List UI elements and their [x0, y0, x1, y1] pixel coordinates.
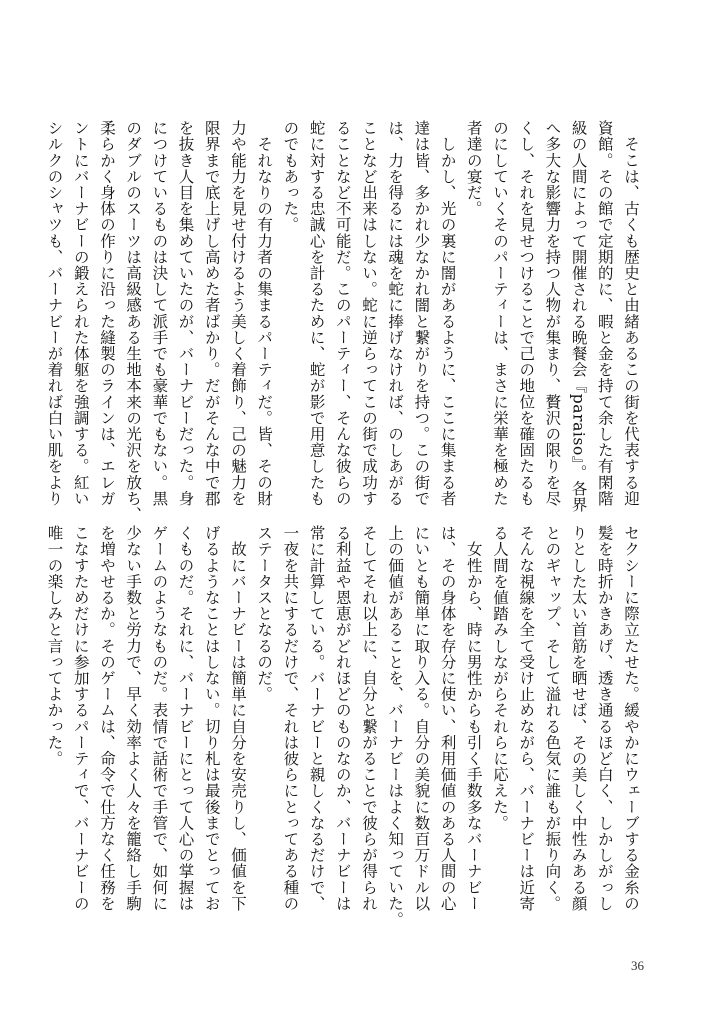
text-column: のでもあった。 — [281, 120, 300, 233]
text-column: 資館。その館で定期的に、暇と金を持て余した有閑階 — [595, 120, 614, 507]
text-column: 蛇に対する忠誠心を計るために、蛇が影で用意したも — [307, 120, 326, 507]
text-column: を抜き人目を集めていたのが、バーナビーだった。身 — [176, 120, 195, 507]
text-column: は、その身体を存分に使い、利用価値のある人間の心 — [438, 525, 457, 912]
text-column: 柔らかく身体の作りに沿った縫製のラインは、エレガ — [97, 120, 116, 507]
page-number: 36 — [631, 958, 644, 973]
text-column: 少ない手数と労力で、早く効率よく人々を籠絡し手駒 — [124, 525, 143, 912]
text-column: 力や能力を見せ付けるよう美しく着飾り、己の魅力を — [228, 120, 247, 507]
text-column: とのギャップ、そして溢れる色気に誰もが振り向く。 — [543, 525, 562, 912]
text-column: 一夜を共にするだけで、それは彼らにとってある種の — [281, 525, 300, 912]
text-column: へ多大な影響力を持つ人物が集まり、贅沢の限りを尽 — [543, 120, 562, 507]
text-column: 常に計算している。バーナビーと親しくなるだけで、 — [307, 525, 326, 912]
text-column: のダブルのスーツは高級感ある生地本来の光沢を放ち、 — [124, 120, 143, 523]
text-column: ることなど不可能だ。このパーティー、そんな彼らの — [333, 120, 352, 507]
text-column: 級の人間によって開催される晩餐会『paraiso』。各界 — [569, 120, 588, 513]
text-column: のにしていくそのパーティーは、まさに栄華を極めた — [490, 120, 509, 507]
text-column: そこは、古くも歴史と由緒あるこの街を代表する迎 — [622, 120, 640, 507]
text-column: ントにバーナビーの鍛えられた体躯を強調する。紅い — [71, 120, 90, 507]
text-column: それなりの有力者の集まるパーティだ。皆、その財 — [255, 120, 274, 507]
text-column: 達は皆、多かれ少なかれ闇と繋がりを持つ。この街で — [412, 120, 431, 507]
text-block-lower — [41, 525, 644, 928]
text-column: ことなど出来はしない。蛇に逆らってこの街で成功す — [359, 120, 378, 507]
text-column: セクシーに際立たせた。緩やかにウェーブする金糸の — [622, 525, 640, 912]
text-column: る人間を値踏みしながらそれらに応えた。 — [490, 525, 509, 831]
text-column: は、力を得るには魂を蛇に捧げなければ、のしあがる — [386, 120, 405, 507]
text-column: シルクのシャツも、バーナビーが着れば白い肌をより — [45, 120, 64, 507]
text-column: 唯一の楽しみと言ってよかった。 — [45, 525, 64, 767]
text-column: げるようなことはしない。切り札は最後までとってお — [202, 525, 221, 912]
text-column: くし、それを見せつけることで己の地位を確固たるも — [517, 120, 536, 507]
text-column: 髪を時折かきあげ、透き通るほど白く、しかしがっし — [595, 525, 614, 912]
text-column: につけているものは決して派手でも豪華でもない。黒 — [150, 120, 169, 507]
text-column: 故にバーナビーは簡単に自分を安売りし、価値を下 — [228, 525, 247, 912]
text-column: くものだ。それに、バーナビーにとって人心の掌握は — [176, 525, 195, 912]
text-column: 女性から、時に男性からも引く手数多なバーナビー — [464, 525, 483, 912]
text-column: る利益や恩恵がどれほどのものなのか、バーナビーは — [333, 525, 352, 912]
text-column: こなすためだけに参加するパーティで、バーナビーの — [71, 525, 90, 912]
text-column: ステータスとなるのだ。 — [255, 525, 274, 703]
text-column: を増やせるか。そのゲームは、命令で仕方なく任務を — [97, 525, 116, 912]
text-block-upper — [41, 120, 644, 523]
text-column: りとした太い首筋を晒せば、その美しく中性みある顔 — [569, 525, 588, 912]
text-column: 限界まで底上げし高めた者ばかり。だがそんな中で郡 — [202, 120, 221, 507]
text-column: そしてそれ以上に、自分と繋がることで彼らが得られ — [359, 525, 378, 912]
text-column: にいとも簡単に取り入る。自分の美貌に数百万ドル以 — [412, 525, 431, 912]
text-column: そんな視線を全て受け止めながら、バーナビーは近寄 — [517, 525, 536, 912]
text-column: 者達の宴だ。 — [464, 120, 483, 217]
text-column: ゲームのようなものだ。表情で話術で手管で、如何に — [150, 525, 169, 912]
text-column: 上の価値があることを、バーナビーはよく知っていた。 — [386, 525, 405, 928]
text-column: しかし、光の裏に闇があるように、ここに集まる者 — [438, 120, 457, 507]
